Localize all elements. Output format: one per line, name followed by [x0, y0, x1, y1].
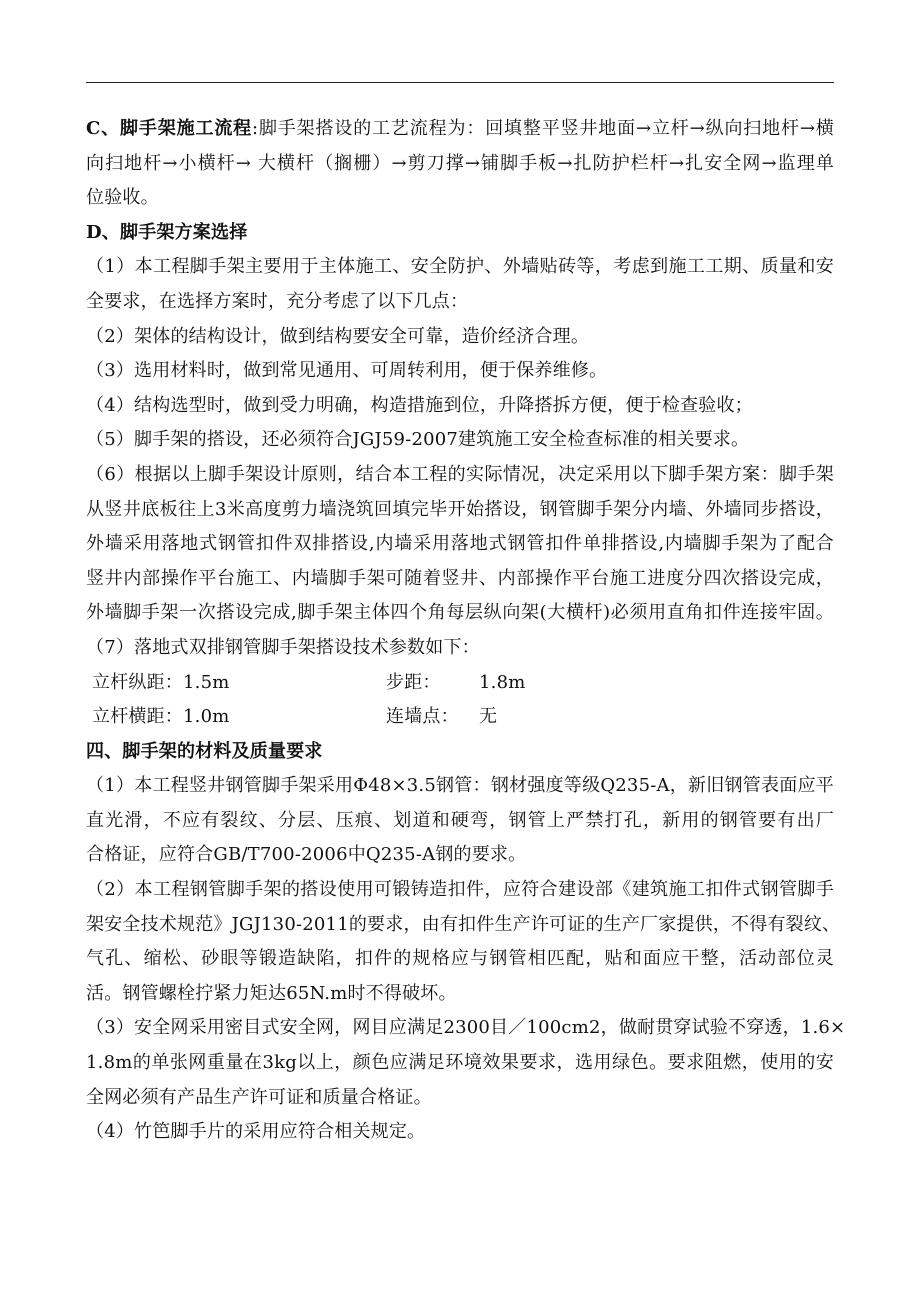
param-vertical-spacing: 立杆纵距：1.5m	[92, 671, 230, 693]
section-c-text-1: :脚手架搭设的工艺流程为：回填整平竖井地面→立杆→纵向扫地杆→横	[252, 118, 834, 139]
section-d-line-8: 从竖井底板往上3米高度剪力墙浇筑回填完毕开始搭设，钢管脚手架分内墙、外墙同步搭设，	[86, 498, 834, 520]
section-4-line-1: （1）本工程竖井钢管脚手架采用Φ48×3.5钢管：钢材强度等级Q235-A，新旧钢管表面应平	[86, 775, 834, 797]
section-d-line-9: 外墙采用落地式钢管扣件双排搭设,内墙采用落地式钢管扣件单排搭设,内墙脚手架为了配合	[86, 533, 834, 555]
section-d-line-11: 外墙脚手架一次搭设完成,脚手架主体四个角每层纵向架(大横杆)必须用直角扣件连接牢固。	[86, 602, 834, 624]
param-tie-label: 连墙点：	[386, 706, 459, 728]
section-c-line-3: 位验收。	[86, 187, 159, 209]
param-step-label: 步距：	[386, 671, 441, 693]
section-d-line-7: （6）根据以上脚手架设计原则，结合本工程的实际情况，决定采用以下脚手架方案：脚手架	[86, 463, 834, 485]
section-d-line-1: （1）本工程脚手架主要用于主体施工、安全防护、外墙贴砖等，考虑到施工工期、质量和安	[86, 256, 834, 278]
section-d-line-10: 竖井内部操作平台施工、内墙脚手架可随着竖井、内部操作平台施工进度分四次搭设完成，	[86, 567, 834, 589]
document-body	[86, 112, 846, 1150]
section-c-line-1	[86, 112, 834, 147]
section-4-line-5: 架安全技术规范》JGJ130-2011的要求，由有扣件生产许可证的生产厂家提供，不得有裂纹、	[86, 913, 841, 935]
section-d-line-6: （5）脚手架的搭设，还必须符合JGJ59-2007建筑施工安全检查标准的相关要求。	[86, 429, 750, 451]
param-row-1	[86, 666, 834, 701]
section-4-line-6: 气孔、缩松、砂眼等锻造缺陷，扣件的规格应与钢管相匹配，贴和面应干整，活动部位灵	[86, 948, 834, 970]
param-horizontal-spacing: 立杆横距：1.0m	[92, 706, 230, 728]
section-4-line-2: 直光滑，不应有裂纹、分层、压痕、划道和硬弯，钢管上严禁打孔，新用的钢管要有出厂	[86, 809, 834, 831]
section-d-line-2: 全要求，在选择方案时，充分考虑了以下几点：	[86, 290, 469, 312]
param-step-value: 1.8m	[479, 671, 526, 693]
section-4-line-7: 活。钢管螺栓拧紧力矩达65N.m时不得破坏。	[86, 982, 457, 1004]
section-d-line-12: （7）落地式双排钢管脚手架搭设技术参数如下：	[86, 636, 480, 658]
section-d-heading: D、脚手架方案选择	[86, 221, 248, 243]
param-tie-value: 无	[479, 706, 498, 728]
section-c-line-2: 向扫地杆→小横杆→ 大横杆（搁栅）→剪刀撑→铺脚手板→扎防护栏杆→扎安全网→监理单	[86, 152, 834, 174]
section-d-line-3: （2）架体的结构设计，做到结构要安全可靠，造价经济合理。	[86, 325, 590, 347]
section-4-line-3: 合格证，应符合GB/T700-2006中Q235-A钢的要求。	[86, 844, 527, 866]
header-rule	[86, 82, 834, 83]
section-4-line-8: （3）安全网采用密目式安全网，网目应满足2300目／100cm2，做耐贯穿试验不穿透，1.6×	[86, 1017, 846, 1039]
param-row-2	[86, 700, 834, 735]
section-c-prefix: C、	[86, 118, 121, 139]
section-4-line-10: 全网必须有产品生产许可证和质量合格证。	[86, 1086, 432, 1108]
section-4-line-11: （4）竹笆脚手片的采用应符合相关规定。	[86, 1121, 426, 1143]
section-d-line-5: （4）结构选型时，做到受力明确，构造措施到位，升降搭拆方便，便于检查验收；	[86, 394, 753, 416]
section-4-heading: 四、脚手架的材料及质量要求	[86, 740, 323, 762]
section-4-line-4: （2）本工程钢管脚手架的搭设使用可锻铸造扣件，应符合建设部《建筑施工扣件式钢管脚手	[86, 879, 834, 901]
section-c-title: 脚手架施工流程	[120, 118, 253, 139]
section-d-line-4: （3）选用材料时，做到常见通用、可周转利用，便于保养维修。	[86, 360, 608, 382]
section-4-line-9: 1.8m的单张网重量在3kg以上，颜色应满足环境效果要求，选用绿色。要求阻燃，使用的安	[86, 1052, 834, 1074]
